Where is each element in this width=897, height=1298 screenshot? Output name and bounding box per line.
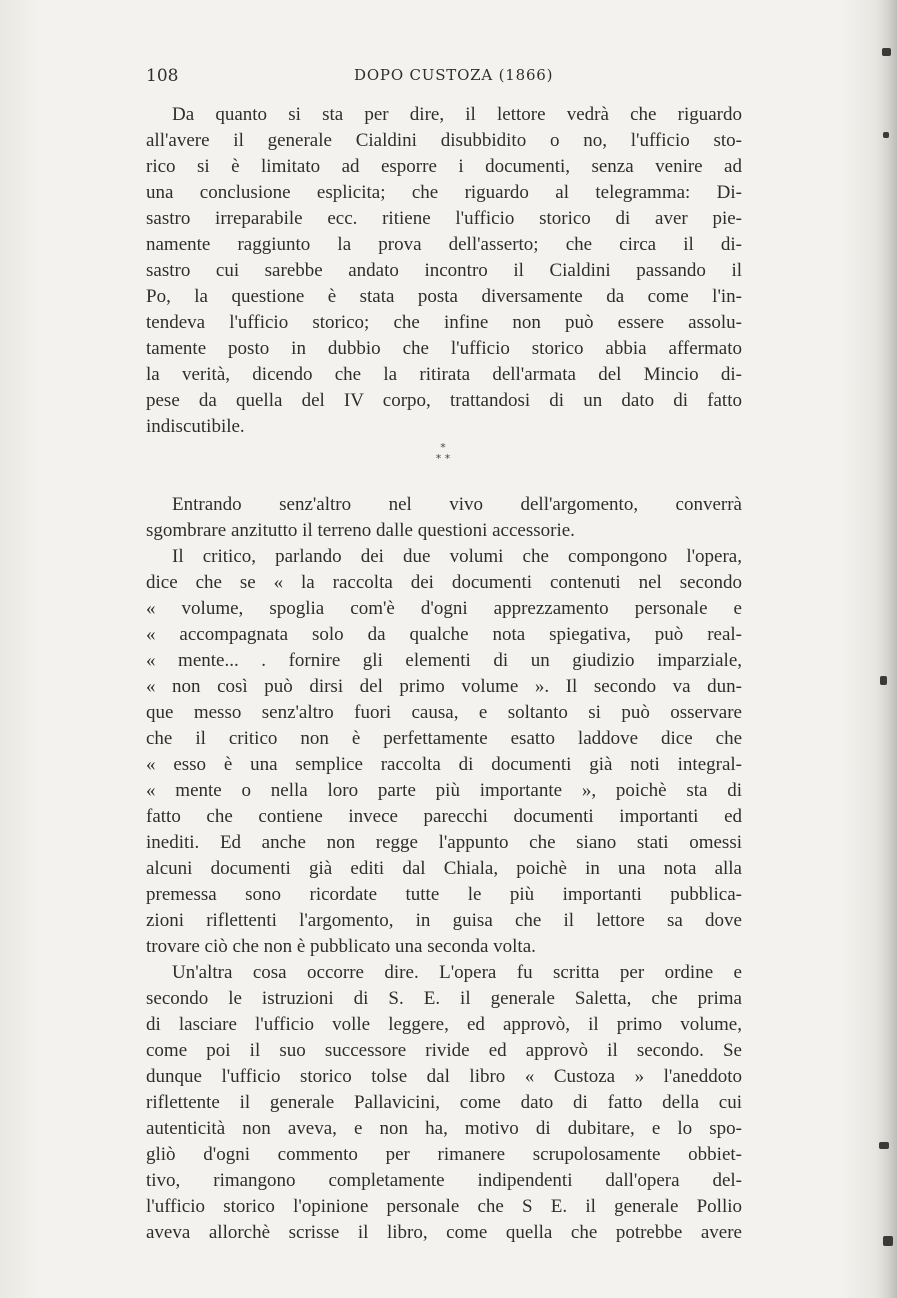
text-line: inediti. Ed anche non regge l'appunto che siano stati omessi: [146, 832, 742, 853]
text-line: zioni riflettenti l'argomento, in guisa che il lettore sa dove: [146, 910, 742, 931]
page-header: [146, 66, 742, 90]
text-line: riflettente il generale Pallavicini, come dato di fatto della cui: [146, 1092, 742, 1113]
text-line: Da quanto si sta per dire, il lettore vedrà che riguardo: [172, 104, 742, 125]
text-line: gliò d'ogni commento per rimanere scrupolosamente obbiet-: [146, 1144, 742, 1165]
text-line: que messo senz'altro fuori causa, e soltanto si può osservare: [146, 702, 742, 723]
text-line: di lasciare l'ufficio volle leggere, ed approvò, il primo volume,: [146, 1014, 742, 1035]
text-line: tamente posto in dubbio che l'ufficio storico abbia affermato: [146, 338, 742, 359]
text-line: Il critico, parlando dei due volumi che compongono l'opera,: [172, 546, 742, 567]
paragraph-4: [146, 960, 742, 1246]
asterism-bottom: * *: [435, 452, 451, 465]
paragraph-1: [146, 102, 742, 440]
scan-ink-mark: [883, 1236, 893, 1246]
text-line: dice che se « la raccolta dei documenti contenuti nel secondo: [146, 572, 742, 593]
section-body: [146, 492, 742, 1246]
text-line: fatto che contiene invece parecchi documenti importanti ed: [146, 806, 742, 827]
text-line: « accompagnata solo da qualche nota spiegativa, può real-: [146, 624, 742, 645]
text-line: la verità, dicendo che la ritirata dell'armata del Mincio di-: [146, 364, 742, 385]
text-line: « volume, spoglia com'è d'ogni apprezzamento personale e: [146, 598, 742, 619]
text-line: secondo le istruzioni di S. E. il generale Saletta, che prima: [146, 988, 742, 1009]
text-line: come poi il suo successore rivide ed approvò il secondo. Se: [146, 1040, 742, 1061]
text-line: Po, la questione è stata posta diversamente da come l'in-: [146, 286, 742, 307]
asterism-top: *: [440, 441, 446, 454]
text-line: tivo, rimangono completamente indipendenti dall'opera del-: [146, 1170, 742, 1191]
section-asterism: [418, 442, 468, 472]
paragraph-3: [146, 544, 742, 960]
text-line: « esso è una semplice raccolta di documenti già noti integral-: [146, 754, 742, 775]
text-line: « non così può dirsi del primo volume ». Il secondo va dun-: [146, 676, 742, 697]
page-number: 108: [146, 66, 179, 86]
scan-ink-mark: [882, 48, 891, 56]
text-line: sgombrare anzitutto il terreno dalle questioni accessorie.: [146, 520, 575, 541]
scan-ink-mark: [880, 676, 887, 685]
text-line: alcuni documenti già editi dal Chiala, poichè in una nota alla: [146, 858, 742, 879]
running-head: DOPO CUSTOZA (1866): [354, 66, 554, 84]
scan-ink-mark: [879, 1142, 889, 1149]
text-line: premessa sono ricordate tutte le più importanti pubblica-: [146, 884, 742, 905]
text-line: Un'altra cosa occorre dire. L'opera fu scritta per ordine e: [172, 962, 742, 983]
page-edge-shadow: [875, 0, 897, 1298]
text-line: trovare ciò che non è pubblicato una seconda volta.: [146, 936, 536, 957]
text-line: aveva allorchè scrisse il libro, come quella che potrebbe avere: [146, 1222, 742, 1243]
text-line: rico si è limitato ad esporre i documenti, senza venire ad: [146, 156, 742, 177]
text-line: Entrando senz'altro nel vivo dell'argomento, converrà: [172, 494, 742, 515]
text-line: tendeva l'ufficio storico; che infine non può essere assolu-: [146, 312, 742, 333]
scan-ink-mark: [883, 132, 889, 138]
text-line: indiscutibile.: [146, 416, 245, 437]
text-line: una conclusione esplicita; che riguardo al telegramma: Di-: [146, 182, 742, 203]
text-line: sastro cui sarebbe andato incontro il Cialdini passando il: [146, 260, 742, 281]
text-line: che il critico non è perfettamente esatto laddove dice che: [146, 728, 742, 749]
text-line: dunque l'ufficio storico tolse dal libro « Custoza » l'aneddoto: [146, 1066, 742, 1087]
text-line: « mente o nella loro parte più importante », poichè sta di: [146, 780, 742, 801]
text-line: all'avere il generale Cialdini disubbidito o no, l'ufficio sto-: [146, 130, 742, 151]
text-line: namente raggiunto la prova dell'asserto; che circa il di-: [146, 234, 742, 255]
text-line: « mente... . fornire gli elementi di un giudizio imparziale,: [146, 650, 742, 671]
text-line: pese da quella del IV corpo, trattandosi di un dato di fatto: [146, 390, 742, 411]
text-line: sastro irreparabile ecc. ritiene l'ufficio storico di aver pie-: [146, 208, 742, 229]
paragraph-2: [146, 492, 742, 544]
text-line: l'ufficio storico l'opinione personale che S E. il generale Pollio: [146, 1196, 742, 1217]
text-line: autenticità non aveva, e non ha, motivo di dubitare, e lo spo-: [146, 1118, 742, 1139]
